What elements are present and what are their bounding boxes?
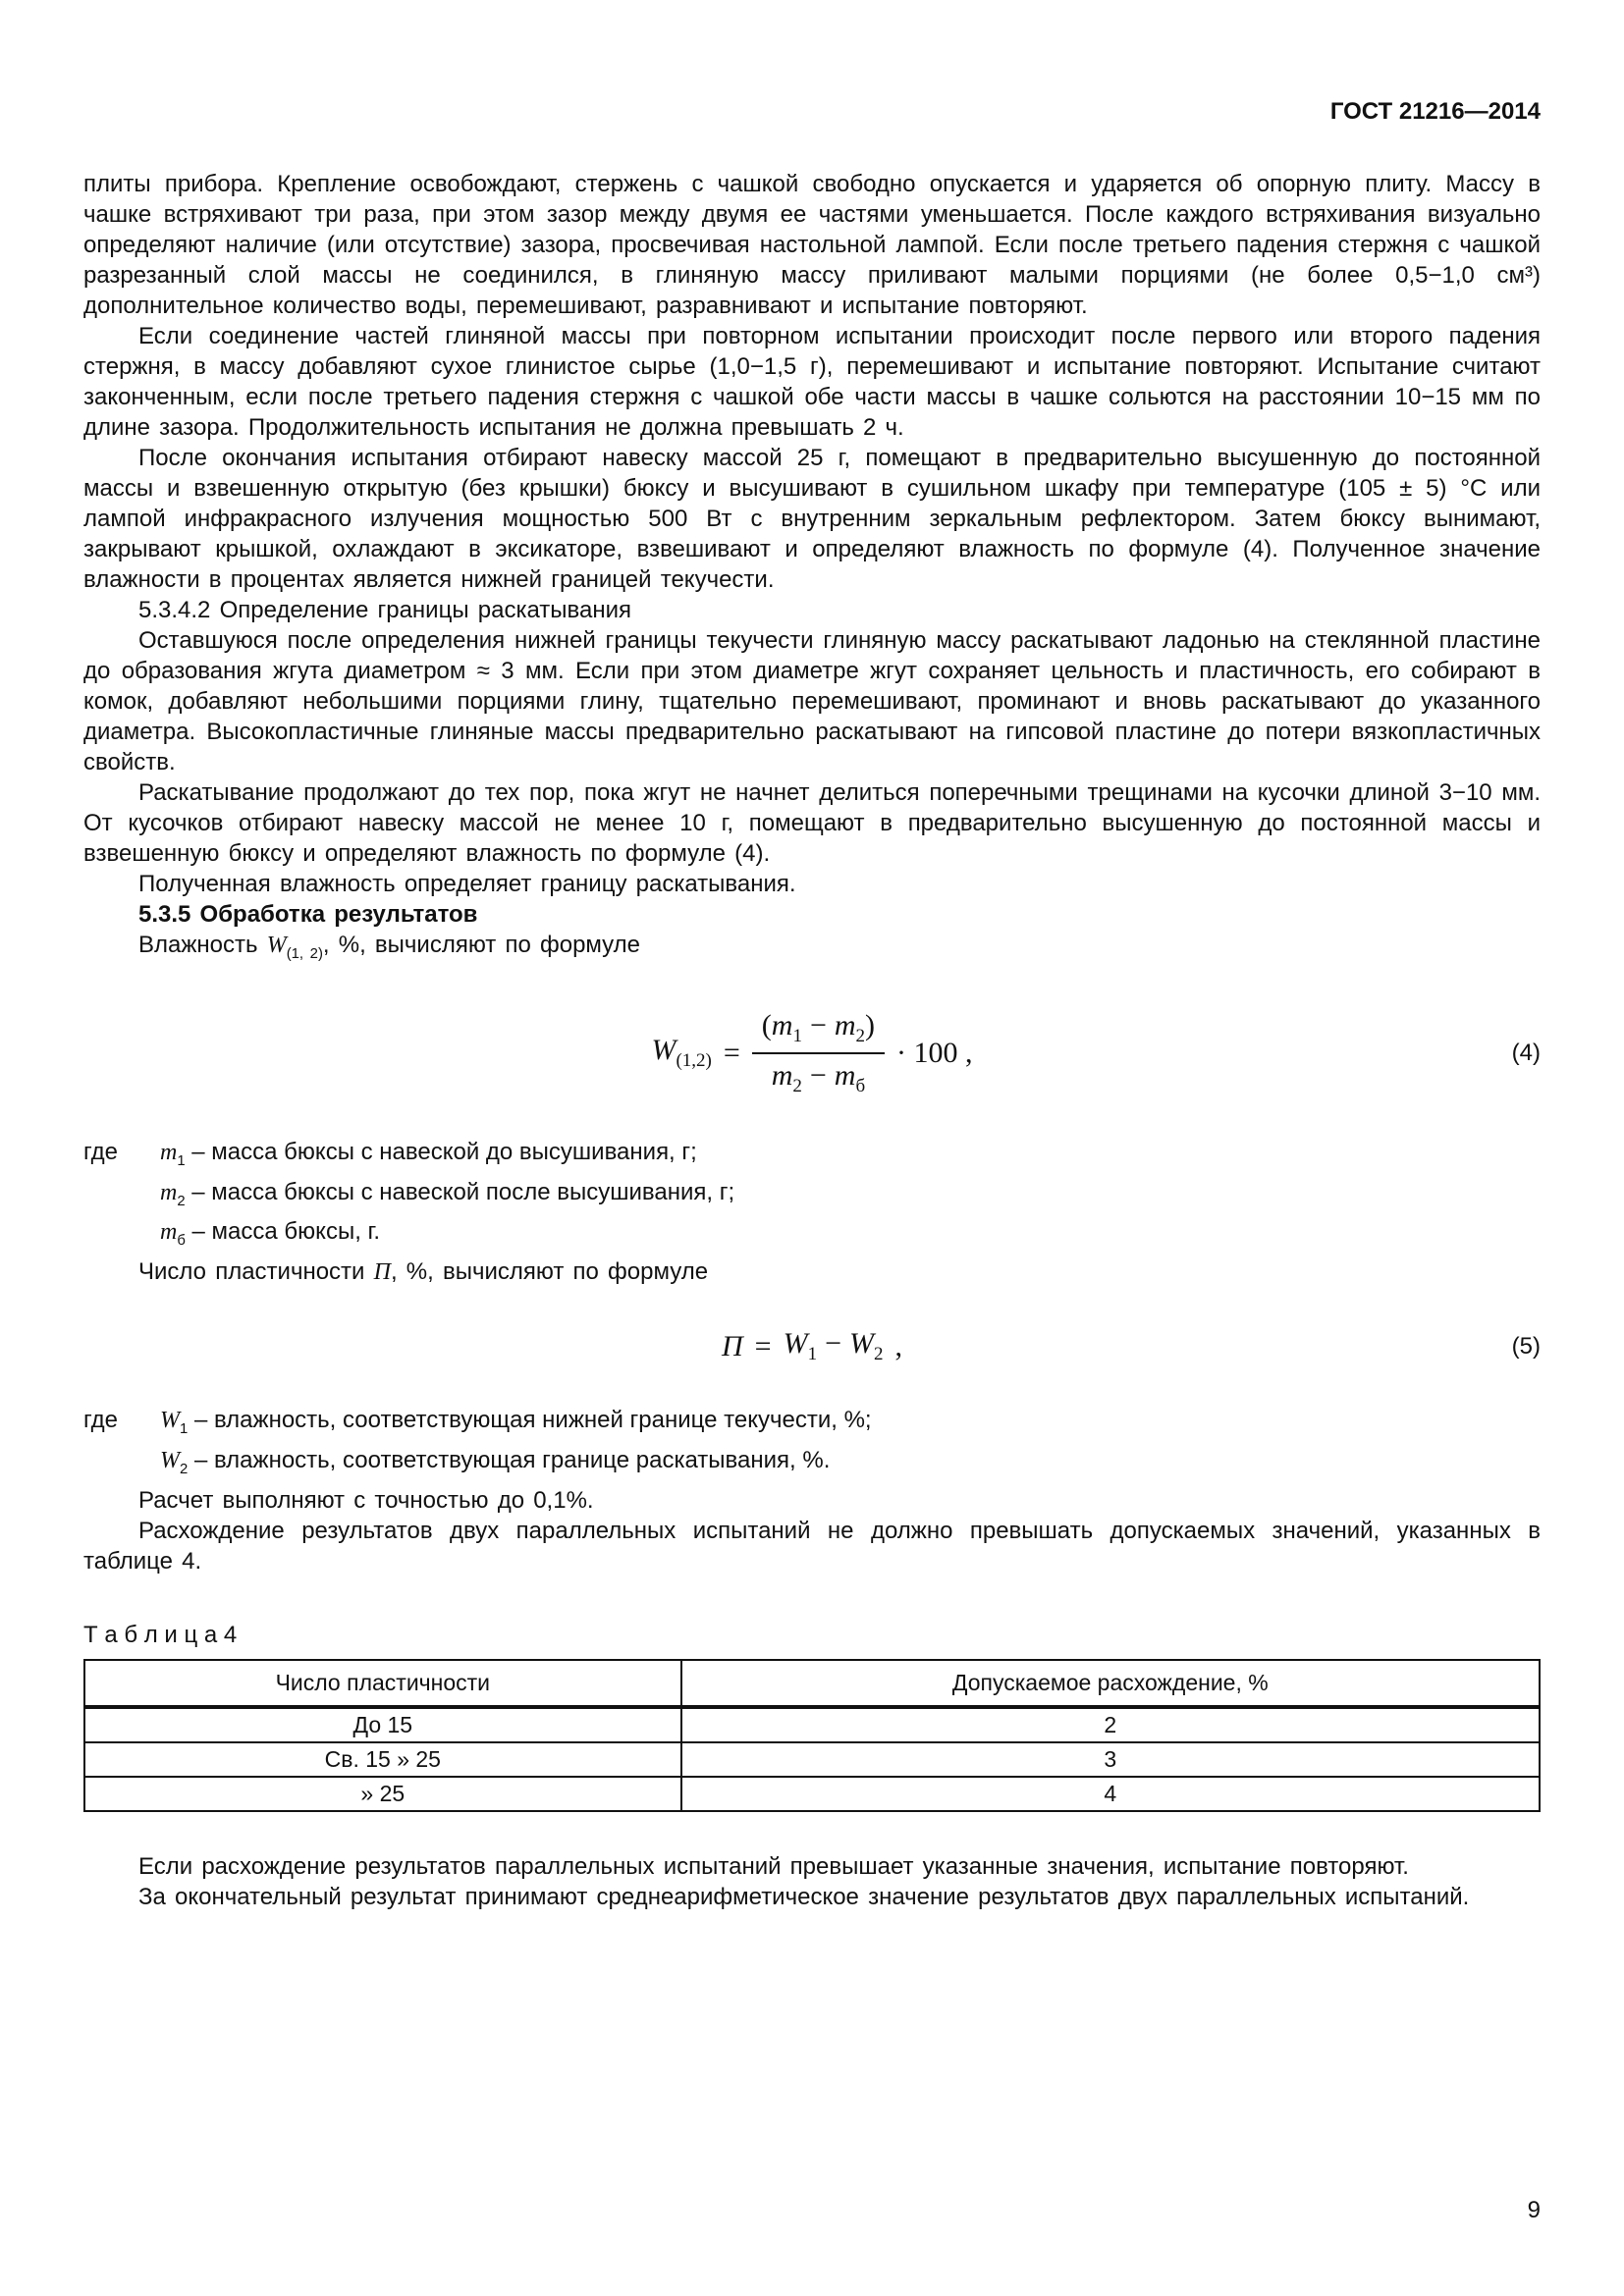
definition-line [83,1216,1541,1256]
math-var-m: m [771,1058,793,1092]
plasticity-table [83,1659,1541,1812]
definition-line [83,1137,1541,1177]
math-sub: 2 [792,1075,802,1096]
formula-number: (5) [1511,1332,1541,1360]
definition-text: – масса бюксы с навеской до высушивания, г; [185,1138,697,1165]
definition-text: – масса бюксы с навеской после высушивания, г; [185,1178,735,1205]
math-sub: 2 [180,1461,189,1477]
math-var-m: m [834,1008,856,1041]
math-sub: 1 [180,1420,189,1437]
table-cell: » 25 [84,1777,681,1811]
math-var-w: W [160,1447,180,1473]
fraction-denominator [752,1054,885,1097]
paragraph: Раскатывание продолжают до тех пор, пока жгут не начнет делиться поперечными трещинами на кусочки длиной 3−10 мм. От кусочков отбирают навеску массой не менее 10 г, помещают в предварительно высушенную до постоянной массы и взвешенную бюксу и определяют влажность по формуле (4). [83,779,1541,867]
table-cell: 2 [681,1707,1540,1742]
math-var-m: m [160,1139,178,1165]
minus-sign: − [825,1327,841,1361]
formula-5 [83,1327,1541,1365]
math-sub: 2 [874,1344,884,1365]
page-number: 9 [1527,2197,1541,2223]
table-body [84,1707,1540,1811]
formula-number: (4) [1511,1039,1541,1066]
math-var-m: m [160,1219,178,1246]
table-header-cell: Допускаемое расхождение, % [681,1660,1540,1707]
definition-lead: где [83,1407,119,1434]
math-var-w: W [160,1408,180,1434]
paren: ) [865,1008,876,1041]
paragraph: Оставшуюся после определения нижней границы текучести глиняную массу раскатывают ладонью на стеклянной пластине до образования жгута диаметром ≈ 3 мм. Если при этом диаметре жгут сохраняет цельность и пластичность, его собирают в комок, добавляют небольшими порциями глину, тщательно перемешивают, проминают и вновь раскатывают до указанного диаметра. Высокопластичные глиняные массы предварительно раскатывают на гипсовой пластине до потери вязкопластичных свойств. [83,627,1541,775]
math-sub: 1 [792,1025,802,1046]
table-head [84,1660,1540,1707]
formula-4-expression [651,1009,972,1097]
table-cell: До 15 [84,1707,681,1742]
math-var-p: П [721,1329,743,1362]
table-cell: 3 [681,1742,1540,1777]
math-var-m: m [160,1179,178,1205]
math-sub: 1 [177,1152,186,1169]
math-var-w: W [849,1327,874,1361]
minus-sign: − [809,1008,827,1041]
formula-5-definitions [83,1405,1541,1485]
definition-text: – масса бюксы, г. [185,1218,381,1246]
equals-sign: = [754,1329,772,1362]
definition-text: – влажность, соответствующая границе раскатывания, %. [188,1446,831,1473]
math-sub: (1, 2) [286,945,323,962]
intro-text: Влажность [138,932,267,958]
paragraph-continuation: плиты прибора. Крепление освобождают, стержень с чашкой свободно опускается и ударяется об опорную плиту. Массу в чашке встряхивают три раза, при этом зазор между двумя ее частями уменьшается. После каждого встряхивания визуально определяют наличие (или отсутствие) зазора, просвечивая настольной лампой. Если после третьего падения стержня с чашкой разрезанный слой массы не соединился, в глиняную массу приливают малыми порциями (не более 0,5−1,0 см³) дополнительное количество воды, перемешивают, разравнивают и испытание повторяют. [83,171,1541,319]
formula-4-definitions [83,1137,1541,1256]
paragraph: После окончания испытания отбирают навеску массой 25 г, помещают в предварительно высушенную до постоянной массы и взвешенную открытую (без крышки) бюксу и высушивают в сушильном шкафу при температуре (105 ± 5) °С или лампой инфракрасного излучения мощностью 500 Вт с внутренним зеркальным рефлектором. Затем бюксу вынимают, закрывают крышкой, охлаждают в эксикаторе, взвешивают и определяют влажность по формуле (4). Полученное значение влажности в процентах является нижней границей текучести. [83,445,1541,593]
doc-code: ГОСТ 21216—2014 [1329,98,1541,125]
definition-line [83,1405,1541,1445]
definition-line [83,1177,1541,1217]
math-sub: б [855,1075,866,1096]
math-sub: б [177,1233,186,1250]
math-sub: (1,2) [676,1050,712,1072]
section-heading-5-3-5: 5.3.5 Обработка результатов [138,901,478,928]
intro-text: , %, вычисляют по формуле [390,1258,709,1286]
formula-4-intro [83,930,1541,970]
definition-line [83,1445,1541,1485]
intro-text: , %, вычисляют по формуле [322,932,641,958]
definition-text: – влажность, соответствующая нижней границе текучести, %; [188,1407,872,1434]
paragraph: Расхождение результатов двух параллельных испытаний не должно превышать допускаемых значений, указанных в таблице 4. [83,1517,1541,1575]
section-heading-5-3-4-2: 5.3.4.2 Определение границы раскатывания [138,597,632,623]
table-row [84,1742,1540,1777]
math-sub: 1 [807,1344,818,1365]
minus-sign: − [809,1058,827,1092]
paragraph: За окончательный результат принимают среднеарифметическое значение результатов двух параллельных испытаний. [138,1883,1470,1910]
formula-5-intro [83,1256,1541,1288]
intro-text: Число пластичности [138,1258,374,1286]
table-header-cell: Число пластичности [84,1660,681,1707]
formula-lhs [651,1034,711,1072]
math-sub: 2 [855,1025,866,1046]
paren: ( [761,1008,772,1041]
math-var-w: W [783,1327,808,1361]
table-cell: Св. 15 » 25 [84,1742,681,1777]
paragraph: Если расхождение результатов параллельных испытаний превышает указанные значения, испытание повторяют. [138,1852,1409,1880]
math-var-m: m [834,1058,856,1092]
formula-4 [83,1009,1541,1097]
formula-tail: · 100 , [896,1036,973,1069]
paragraph: Если соединение частей глиняной массы при повторном испытании происходит после первого или второго падения стержня, в массу добавляют сухое глинистое сырье (1,0−1,5 г), перемешивают и испытание повторяют. Испытание считают законченным, если после третьего падения стержня с чашкой обе части массы в чашке сольются на расстоянии 10−15 мм по длине зазора. Продолжительность испытания не должна превышать 2 ч. [83,323,1541,441]
math-var-p: П [373,1259,391,1286]
fraction [752,1009,885,1097]
table-row [84,1707,1540,1742]
formula-tail: , [894,1329,902,1362]
math-var-w: W [266,933,287,958]
table-row [84,1777,1540,1811]
paragraph: Полученная влажность определяет границу раскатывания. [138,871,796,897]
paragraph: Расчет выполняют с точностью до 0,1%. [138,1486,594,1514]
formula-rhs [784,1327,884,1365]
formula-5-expression [722,1327,902,1365]
math-sub: 2 [177,1193,186,1209]
math-var-m: m [771,1008,793,1041]
table-cell: 4 [681,1777,1540,1811]
fraction-numerator [752,1009,885,1054]
equals-sign: = [723,1036,740,1069]
math-var-w: W [651,1034,677,1067]
definition-lead: где [83,1138,119,1165]
table-header-row [84,1660,1540,1707]
table-label: Т а б л и ц а 4 [83,1621,238,1648]
